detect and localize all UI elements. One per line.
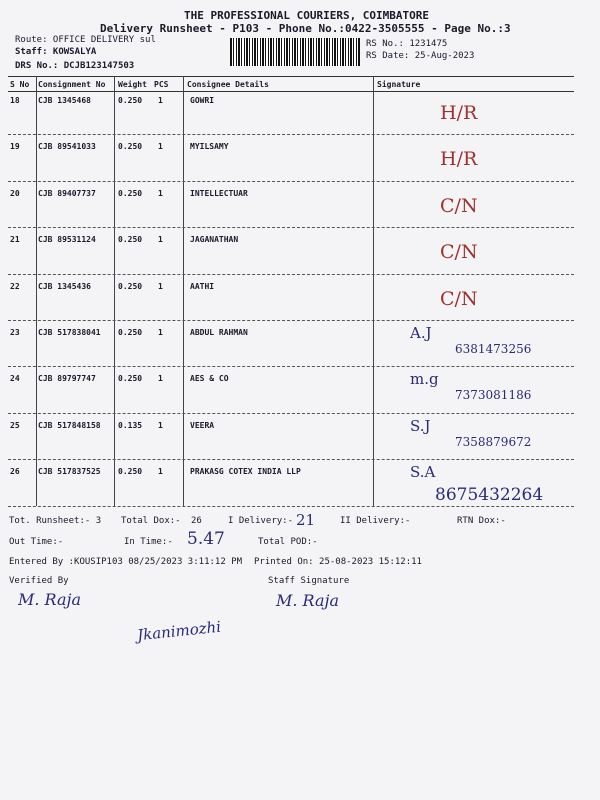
i-delivery-value: 21: [296, 511, 316, 529]
row-consignment-no: CJB 1345468: [38, 96, 91, 105]
row-divider: [8, 459, 574, 460]
out-time-label: Out Time:-: [9, 537, 64, 547]
row-phone: 8675432264: [435, 485, 544, 506]
row-consignment-no: CJB 517848158: [38, 420, 101, 430]
row-pcs: 1: [158, 96, 163, 105]
row-signature: H/R: [440, 148, 478, 171]
col-divider-1: [36, 76, 37, 506]
verified-by-label: Verified By: [9, 576, 69, 586]
row-consignment-no: CJB 517838041: [38, 328, 101, 337]
row-consignee: VEERA: [190, 420, 215, 430]
rs-number: RS No.: 1231475: [366, 39, 448, 49]
row-consignee: PRAKASG COTEX INDIA LLP: [190, 467, 301, 477]
col-pcs: PCS: [154, 80, 169, 89]
rs-date: RS Date: 25-Aug-2023: [366, 51, 475, 61]
row-sno: 22: [10, 281, 20, 291]
row-pcs: 1: [158, 328, 163, 337]
row-divider: [8, 320, 574, 321]
extra-signature: Jkanimozhi: [136, 617, 222, 645]
table-top-border: [8, 76, 574, 77]
col-divider-4: [373, 76, 374, 506]
row-pcs: 1: [158, 374, 163, 384]
i-delivery-label: I Delivery:-: [228, 516, 294, 526]
col-consignee: Consignee Details: [187, 80, 269, 89]
col-weight: Weight: [118, 80, 147, 89]
row-weight: 0.250: [118, 328, 143, 337]
row-pcs: 1: [158, 281, 163, 291]
row-weight: 0.250: [118, 467, 143, 477]
in-time-label: In Time:-: [124, 537, 173, 547]
row-divider: [8, 227, 574, 228]
col-divider-2: [114, 76, 115, 506]
row-weight: 0.250: [118, 281, 143, 291]
row-signature: A.J: [410, 324, 432, 342]
row-weight: 0.135: [118, 420, 143, 430]
row-consignment-no: CJB 1345436: [38, 281, 91, 291]
row-sno: 18: [10, 96, 20, 105]
row-weight: 0.250: [118, 374, 143, 384]
company-name: THE PROFESSIONAL COURIERS, COIMBATORE: [184, 9, 430, 22]
row-sno: 19: [10, 142, 20, 152]
row-consignment-no: CJB 89407737: [38, 188, 96, 198]
row-weight: 0.250: [118, 96, 143, 105]
col-divider-3: [183, 76, 184, 506]
row-divider: [8, 413, 574, 414]
col-sno: S No: [10, 80, 30, 89]
row-pcs: 1: [158, 235, 163, 245]
row-weight: 0.250: [118, 142, 143, 152]
row-consignee: GOWRI: [190, 96, 215, 105]
row-weight: 0.250: [118, 235, 143, 245]
row-signature: S.J: [410, 416, 431, 435]
row-phone: 6381473256: [455, 342, 532, 356]
rtn-dox-label: RTN Dox:-: [457, 516, 506, 526]
row-phone: 7358879672: [455, 434, 532, 449]
row-signature: C/N: [440, 194, 478, 217]
row-consignee: AES & CO: [190, 374, 229, 384]
total-runsheet: Tot. Runsheet:- 3: [9, 516, 102, 526]
barcode: [230, 38, 360, 66]
printed-on: Printed On: 25-08-2023 15:12:11: [254, 557, 422, 567]
staff-label: Staff: KOWSALYA: [15, 47, 97, 57]
row-sno: 26: [10, 467, 20, 477]
route-label: Route: OFFICE DELIVERY sul: [15, 35, 156, 45]
col-signature: Signature: [377, 80, 421, 89]
row-divider: [8, 181, 574, 182]
row-consignment-no: CJB 89541033: [38, 142, 96, 152]
ii-delivery-label: II Delivery:-: [340, 516, 411, 526]
drs-number: DRS No.: DCJB123147503: [15, 61, 135, 71]
row-pcs: 1: [158, 142, 163, 152]
row-pcs: 1: [158, 188, 163, 198]
in-time-value: 5.47: [187, 529, 225, 549]
row-divider: [8, 274, 574, 275]
row-divider: [8, 134, 574, 135]
col-consignment: Consignment No: [38, 80, 106, 89]
row-signature: C/N: [440, 241, 478, 264]
row-sno: 24: [10, 374, 20, 384]
row-divider: [8, 366, 574, 367]
staff-signature-label: Staff Signature: [268, 576, 350, 586]
row-weight: 0.250: [118, 188, 143, 198]
row-signature: H/R: [440, 102, 478, 124]
row-consignment-no: CJB 89531124: [38, 235, 96, 245]
row-divider: [8, 506, 574, 507]
row-consignee: AATHI: [190, 281, 215, 291]
row-sno: 21: [10, 235, 20, 245]
total-dox-value: 26: [191, 516, 202, 526]
staff-signature: M. Raja: [276, 591, 340, 610]
row-pcs: 1: [158, 420, 163, 430]
row-consignee: JAGANATHAN: [190, 235, 239, 245]
verified-signature: M. Raja: [18, 590, 82, 609]
row-sno: 25: [10, 420, 20, 430]
row-consignee: INTELLECTUAR: [190, 188, 248, 198]
row-signature: C/N: [440, 287, 478, 310]
row-sno: 20: [10, 188, 20, 198]
row-signature: S.A: [410, 463, 436, 482]
row-consignee: MYILSAMY: [190, 142, 229, 152]
row-sno: 23: [10, 328, 20, 337]
row-consignee: ABDUL RAHMAN: [190, 328, 248, 337]
total-pod-label: Total POD:-: [258, 537, 318, 547]
row-phone: 7373081186: [455, 388, 532, 403]
row-pcs: 1: [158, 467, 163, 477]
runsheet-title: Delivery Runsheet - P103 - Phone No.:0422-3505555 - Page No.:3: [100, 22, 511, 35]
table-header-border: [8, 91, 574, 92]
row-consignment-no: CJB 517837525: [38, 467, 101, 477]
row-consignment-no: CJB 89797747: [38, 374, 96, 384]
entered-by: Entered By :KOUSIP103 08/25/2023 3:11:12 PM: [9, 557, 242, 567]
row-signature: m.g: [410, 370, 439, 389]
total-dox-label: Total Dox:-: [121, 516, 181, 526]
